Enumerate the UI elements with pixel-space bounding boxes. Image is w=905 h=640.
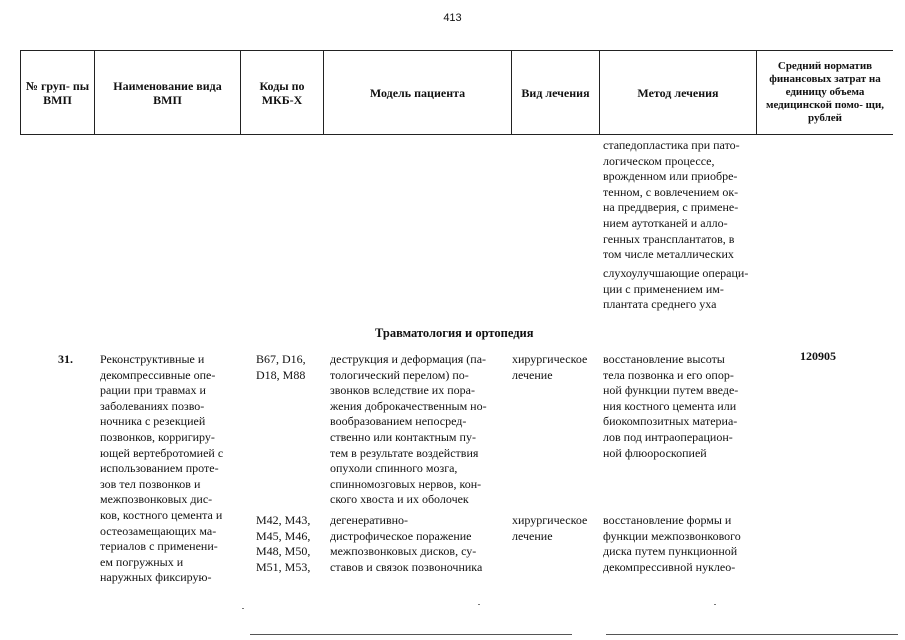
- text-line: нием аутотканей и алло-: [603, 215, 728, 230]
- text-line: плантата среднего уха: [603, 297, 717, 312]
- text-line: хирургическое: [512, 513, 588, 527]
- text-line: териалов с применени-: [100, 539, 218, 554]
- text-line: лечение: [512, 367, 553, 382]
- text-line: остеозамещающих ма-: [100, 523, 217, 538]
- text-line: биокомпозитных материа-: [603, 414, 738, 429]
- row1-model: [330, 352, 487, 508]
- text-line: стапедопластика при пато-: [603, 138, 740, 152]
- header-treatment-method: Метод лечения: [600, 51, 757, 134]
- text-line: рации при травмах и: [100, 383, 206, 398]
- footer-rules: [0, 630, 905, 640]
- row2-model: [330, 513, 482, 575]
- text-line: лов под интраоперацион-: [603, 429, 733, 444]
- text-line: M42, M43,: [256, 513, 311, 527]
- text-line: тем в результате воздействия: [330, 445, 479, 460]
- text-line: декомпрессивные опе-: [100, 367, 216, 382]
- header-treatment-type: Вид лечения: [512, 51, 600, 134]
- text-line: M48, M50,: [256, 544, 311, 559]
- text-line: восстановление формы и: [603, 513, 732, 527]
- text-line: M51, M53,: [256, 559, 311, 574]
- text-line: опухоли спинного мозга,: [330, 461, 458, 476]
- text-line: слухоулучшающие операци-: [603, 266, 749, 280]
- text-line: дистрофическое поражение: [330, 528, 472, 543]
- text-line: том числе металлических: [603, 247, 734, 262]
- header-group-no: № груп- пы ВМП: [20, 51, 95, 134]
- text-line: наружных фиксирую-: [100, 570, 212, 585]
- text-line: ственно или контактным пу-: [330, 429, 476, 444]
- section-heading: Травматология и ортопедия: [375, 326, 534, 340]
- header-avg-cost: Средний норматив финансовых затрат на единицу объема медицинской помо- щи, рублей: [765, 60, 885, 124]
- text-line: ем погружных и: [100, 554, 184, 569]
- text-line: ющей вертебротомией с: [100, 445, 224, 460]
- text-line: функции межпозвонкового: [603, 528, 741, 543]
- text-line: декомпрессивной нуклео-: [603, 559, 736, 574]
- text-line: спинномозговых нервов, кон-: [330, 476, 482, 491]
- text-line: использованием протe-: [100, 461, 219, 476]
- text-line: тологический перелом) по-: [330, 367, 469, 382]
- table-header: [20, 50, 893, 135]
- continuation-method-2: [603, 266, 748, 313]
- text-line: межпозвонковых дис-: [100, 492, 213, 507]
- text-line: тенном, с вовлечением ок-: [603, 184, 739, 199]
- text-line: ставов и связок позвоночника: [330, 559, 483, 574]
- text-line: дегенеративно-: [330, 513, 409, 527]
- row2-treatment: [512, 513, 587, 544]
- text-line: хирургическое: [512, 352, 588, 366]
- text-line: ского хвоста и их оболочек: [330, 492, 469, 507]
- text-line: вообразованием непосред-: [330, 414, 467, 429]
- text-line: ной функции путем введе-: [603, 383, 739, 398]
- header-type-name: Наименование вида ВМП: [95, 51, 241, 134]
- text-line: зов тел позвонков и: [100, 476, 201, 491]
- text-line: жения доброкачественным но-: [330, 398, 487, 413]
- text-line: диска путем пункционной: [603, 544, 738, 559]
- text-line: лечение: [512, 528, 553, 543]
- text-line: ния костного цемента или: [603, 398, 737, 413]
- text-line: Реконструктивные и: [100, 352, 205, 366]
- text-line: B67, D16,: [256, 352, 306, 366]
- text-line: M45, M46,: [256, 528, 311, 543]
- text-line: D18, M88: [256, 367, 306, 382]
- header-icd-codes: Коды по МКБ-Х: [241, 51, 324, 134]
- group-number: 31.: [58, 352, 73, 366]
- text-line: врожденном или приобре-: [603, 169, 738, 184]
- text-line: логическом процессе,: [603, 153, 715, 168]
- text-line: ков, костного цемента и: [100, 507, 223, 522]
- text-line: заболеваниях позво-: [100, 398, 205, 413]
- header-patient-model: Модель пациента: [324, 51, 512, 134]
- text-line: межпозвонковых дисков, су-: [330, 544, 477, 559]
- text-line: ночника с резекцией: [100, 414, 206, 429]
- text-line: звонков вследствие их пора-: [330, 383, 475, 398]
- scan-speck: [242, 608, 244, 609]
- row1-treatment: [512, 352, 587, 383]
- scan-speck: [714, 604, 716, 605]
- row2-codes: [256, 513, 310, 575]
- text-line: ной флюороскопией: [603, 445, 707, 460]
- row1-method: [603, 352, 738, 461]
- text-line: на преддверия, с примене-: [603, 200, 739, 215]
- text-line: деструкция и деформация (па-: [330, 352, 487, 366]
- row1-codes: [256, 352, 306, 383]
- page-number: 413: [443, 12, 462, 24]
- text-line: позвонков, корригиру-: [100, 429, 215, 444]
- text-line: ции с применением им-: [603, 281, 724, 296]
- text-line: восстановление высоты: [603, 352, 725, 366]
- scan-speck: [478, 604, 480, 605]
- text-line: генных трансплантатов, в: [603, 231, 735, 246]
- text-line: тела позвонка и его опор-: [603, 367, 734, 382]
- continuation-method-1: [603, 138, 740, 263]
- group-name: [100, 352, 223, 586]
- row2-method: [603, 513, 741, 575]
- group-cost: 120905: [800, 349, 836, 363]
